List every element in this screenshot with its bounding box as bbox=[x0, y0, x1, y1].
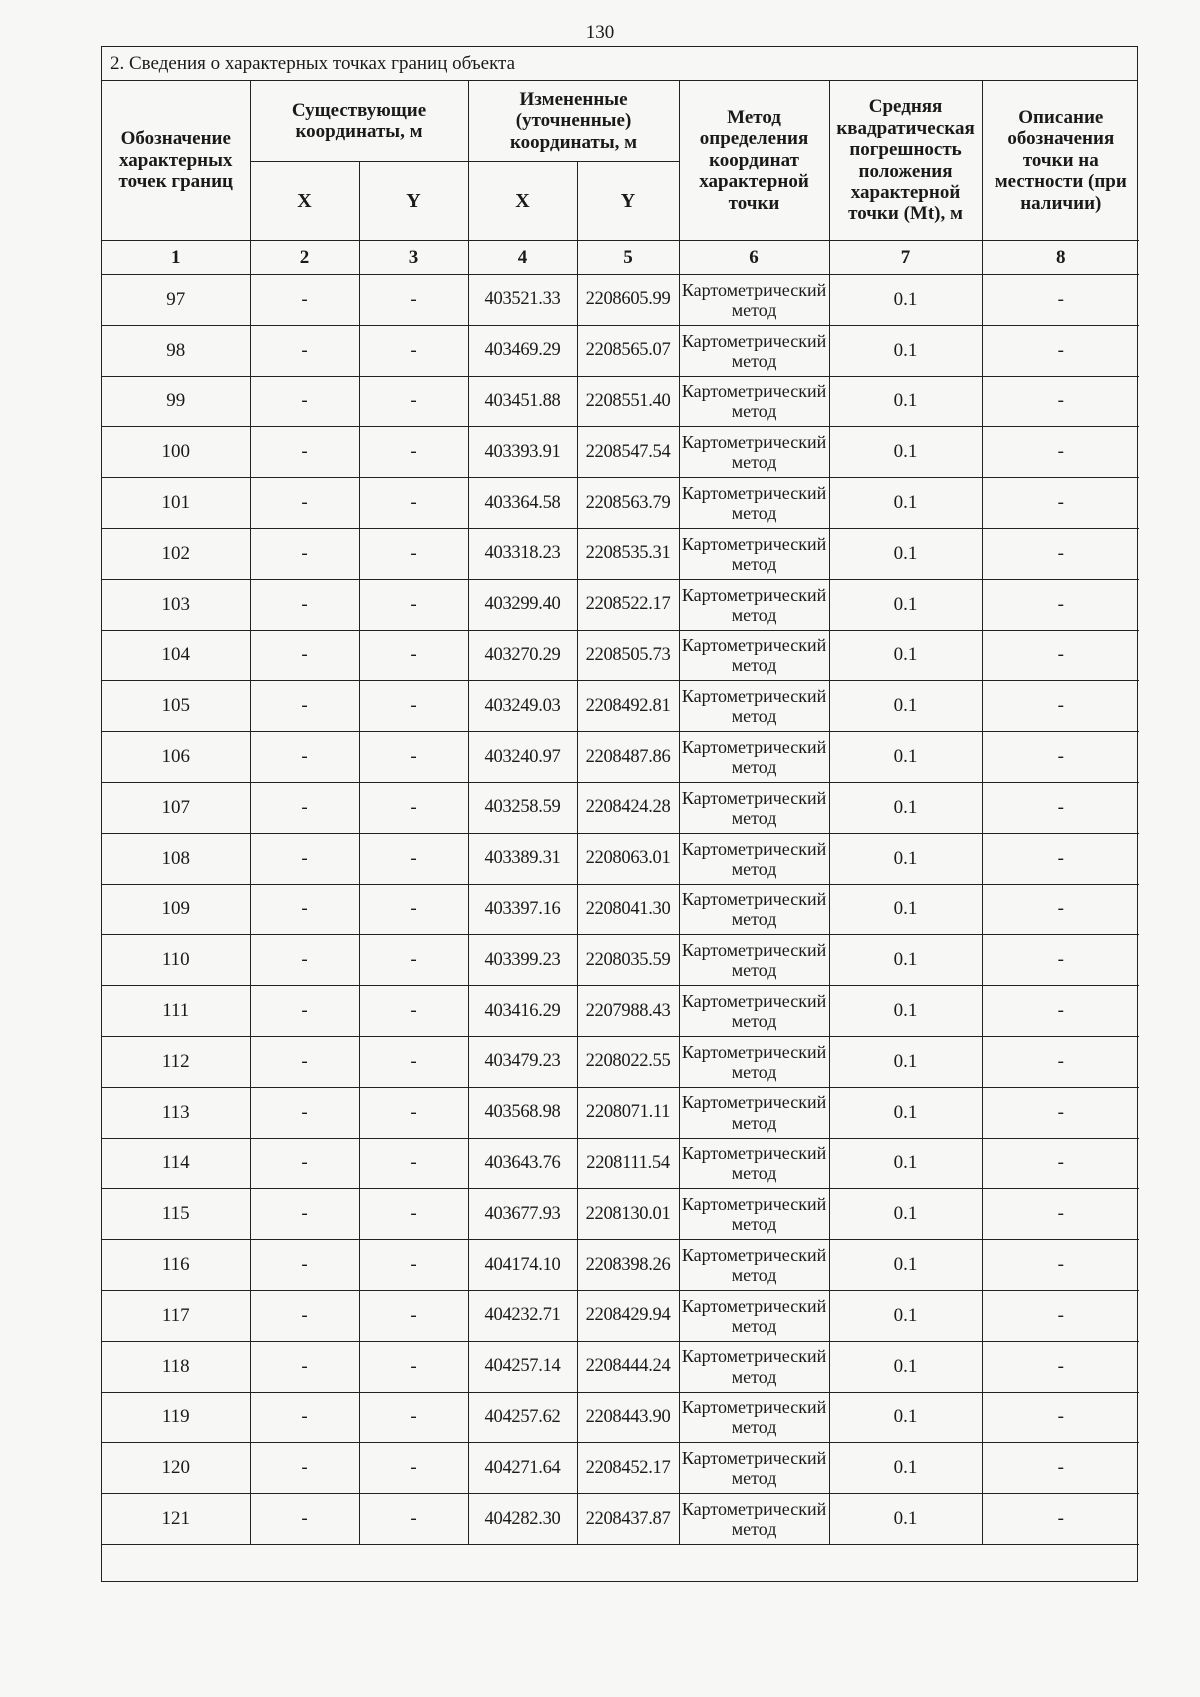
cell-point-number: 98 bbox=[102, 325, 250, 376]
cell-existing-x: - bbox=[250, 732, 359, 783]
cell-existing-y: - bbox=[359, 1189, 468, 1240]
cell-error: 0.1 bbox=[829, 681, 982, 732]
cell-changed-y: 2208492.81 bbox=[577, 681, 679, 732]
cell-error: 0.1 bbox=[829, 986, 982, 1037]
cell-changed-y: 2208547.54 bbox=[577, 427, 679, 478]
cell-error: 0.1 bbox=[829, 833, 982, 884]
column-number: 8 bbox=[982, 241, 1139, 275]
cell-description: - bbox=[982, 275, 1139, 326]
page-number: 130 bbox=[585, 22, 615, 43]
cell-point-number: 107 bbox=[102, 782, 250, 833]
cell-point-number: 101 bbox=[102, 478, 250, 529]
cell-error: 0.1 bbox=[829, 275, 982, 326]
cell-existing-x: - bbox=[250, 1494, 359, 1545]
cell-description: - bbox=[982, 630, 1139, 681]
cell-existing-x: - bbox=[250, 1087, 359, 1138]
cell-changed-x: 403568.98 bbox=[468, 1087, 577, 1138]
cell-changed-y: 2208443.90 bbox=[577, 1392, 679, 1443]
table-header bbox=[102, 81, 1139, 275]
cell-description: - bbox=[982, 1087, 1139, 1138]
cell-existing-y: - bbox=[359, 986, 468, 1037]
cell-existing-y: - bbox=[359, 325, 468, 376]
cell-changed-x: 403521.33 bbox=[468, 275, 577, 326]
cell-error: 0.1 bbox=[829, 1443, 982, 1494]
table-row bbox=[102, 376, 1139, 427]
cell-existing-y: - bbox=[359, 1240, 468, 1291]
cell-method: Картометрический метод bbox=[679, 884, 829, 935]
table-row bbox=[102, 935, 1139, 986]
cell-changed-x: 404174.10 bbox=[468, 1240, 577, 1291]
cell-changed-x: 403416.29 bbox=[468, 986, 577, 1037]
cell-changed-x: 404257.14 bbox=[468, 1341, 577, 1392]
cell-changed-x: 403240.97 bbox=[468, 732, 577, 783]
cell-changed-y: 2208565.07 bbox=[577, 325, 679, 376]
cell-method: Картометрический метод bbox=[679, 1087, 829, 1138]
table-row bbox=[102, 833, 1139, 884]
cell-description: - bbox=[982, 681, 1139, 732]
cell-method: Картометрический метод bbox=[679, 681, 829, 732]
cell-existing-x: - bbox=[250, 782, 359, 833]
cell-point-number: 117 bbox=[102, 1290, 250, 1341]
cell-changed-x: 403399.23 bbox=[468, 935, 577, 986]
header-existing-coordinates: Существующие координаты, м bbox=[250, 81, 468, 162]
cell-changed-x: 403397.16 bbox=[468, 884, 577, 935]
header-changed-x: X bbox=[468, 162, 577, 241]
cell-point-number: 103 bbox=[102, 579, 250, 630]
cell-existing-x: - bbox=[250, 935, 359, 986]
cell-error: 0.1 bbox=[829, 1341, 982, 1392]
cell-method: Картометрический метод bbox=[679, 1240, 829, 1291]
column-number: 6 bbox=[679, 241, 829, 275]
cell-method: Картометрический метод bbox=[679, 833, 829, 884]
cell-error: 0.1 bbox=[829, 1036, 982, 1087]
cell-error: 0.1 bbox=[829, 376, 982, 427]
cell-description: - bbox=[982, 935, 1139, 986]
cell-existing-x: - bbox=[250, 275, 359, 326]
boundary-points-table bbox=[102, 81, 1139, 1581]
cell-error: 0.1 bbox=[829, 1494, 982, 1545]
cell-changed-x: 404257.62 bbox=[468, 1392, 577, 1443]
empty-footer-row bbox=[102, 1544, 1139, 1581]
table-row bbox=[102, 1392, 1139, 1443]
cell-changed-x: 403258.59 bbox=[468, 782, 577, 833]
cell-existing-y: - bbox=[359, 935, 468, 986]
cell-existing-x: - bbox=[250, 681, 359, 732]
cell-point-number: 100 bbox=[102, 427, 250, 478]
cell-existing-y: - bbox=[359, 1036, 468, 1087]
cell-existing-x: - bbox=[250, 1189, 359, 1240]
cell-existing-y: - bbox=[359, 782, 468, 833]
cell-point-number: 106 bbox=[102, 732, 250, 783]
cell-point-number: 115 bbox=[102, 1189, 250, 1240]
cell-existing-y: - bbox=[359, 376, 468, 427]
cell-changed-x: 404282.30 bbox=[468, 1494, 577, 1545]
cell-method: Картометрический метод bbox=[679, 935, 829, 986]
cell-existing-y: - bbox=[359, 884, 468, 935]
cell-description: - bbox=[982, 427, 1139, 478]
cell-existing-x: - bbox=[250, 1290, 359, 1341]
table-row bbox=[102, 986, 1139, 1037]
column-number: 7 bbox=[829, 241, 982, 275]
cell-changed-x: 403393.91 bbox=[468, 427, 577, 478]
cell-description: - bbox=[982, 579, 1139, 630]
cell-existing-x: - bbox=[250, 1240, 359, 1291]
cell-existing-y: - bbox=[359, 1290, 468, 1341]
cell-changed-x: 403451.88 bbox=[468, 376, 577, 427]
cell-error: 0.1 bbox=[829, 782, 982, 833]
cell-point-number: 105 bbox=[102, 681, 250, 732]
section-title: 2. Сведения о характерных точках границ объекта bbox=[102, 47, 1137, 81]
cell-existing-x: - bbox=[250, 1392, 359, 1443]
cell-point-number: 109 bbox=[102, 884, 250, 935]
cell-changed-y: 2208041.30 bbox=[577, 884, 679, 935]
cell-error: 0.1 bbox=[829, 478, 982, 529]
cell-method: Картометрический метод bbox=[679, 275, 829, 326]
cell-changed-y: 2208452.17 bbox=[577, 1443, 679, 1494]
cell-description: - bbox=[982, 782, 1139, 833]
cell-method: Картометрический метод bbox=[679, 528, 829, 579]
cell-description: - bbox=[982, 884, 1139, 935]
cell-description: - bbox=[982, 732, 1139, 783]
cell-point-number: 99 bbox=[102, 376, 250, 427]
cell-existing-x: - bbox=[250, 1036, 359, 1087]
table-row bbox=[102, 681, 1139, 732]
cell-existing-y: - bbox=[359, 732, 468, 783]
cell-description: - bbox=[982, 325, 1139, 376]
cell-changed-x: 403479.23 bbox=[468, 1036, 577, 1087]
table-row bbox=[102, 427, 1139, 478]
cell-method: Картометрический метод bbox=[679, 782, 829, 833]
table-row bbox=[102, 275, 1139, 326]
cell-existing-y: - bbox=[359, 1341, 468, 1392]
cell-existing-y: - bbox=[359, 1494, 468, 1545]
cell-changed-x: 403364.58 bbox=[468, 478, 577, 529]
cell-changed-y: 2208444.24 bbox=[577, 1341, 679, 1392]
cell-changed-y: 2208551.40 bbox=[577, 376, 679, 427]
empty-cell bbox=[102, 1544, 1139, 1581]
cell-error: 0.1 bbox=[829, 1240, 982, 1291]
cell-existing-x: - bbox=[250, 833, 359, 884]
cell-existing-y: - bbox=[359, 681, 468, 732]
cell-changed-x: 404271.64 bbox=[468, 1443, 577, 1494]
table-row bbox=[102, 325, 1139, 376]
cell-changed-y: 2208063.01 bbox=[577, 833, 679, 884]
cell-changed-x: 403299.40 bbox=[468, 579, 577, 630]
cell-error: 0.1 bbox=[829, 579, 982, 630]
cell-description: - bbox=[982, 478, 1139, 529]
column-number: 5 bbox=[577, 241, 679, 275]
header-description: Описание обозначения точки на местности (при наличии) bbox=[982, 81, 1139, 241]
table-row bbox=[102, 782, 1139, 833]
cell-method: Картометрический метод bbox=[679, 1341, 829, 1392]
cell-point-number: 97 bbox=[102, 275, 250, 326]
cell-changed-x: 403318.23 bbox=[468, 528, 577, 579]
cell-existing-y: - bbox=[359, 579, 468, 630]
cell-existing-y: - bbox=[359, 427, 468, 478]
cell-method: Картометрический метод bbox=[679, 376, 829, 427]
cell-method: Картометрический метод bbox=[679, 986, 829, 1037]
cell-existing-x: - bbox=[250, 376, 359, 427]
cell-changed-y: 2207988.43 bbox=[577, 986, 679, 1037]
cell-error: 0.1 bbox=[829, 427, 982, 478]
cell-changed-y: 2208563.79 bbox=[577, 478, 679, 529]
cell-description: - bbox=[982, 376, 1139, 427]
cell-error: 0.1 bbox=[829, 1138, 982, 1189]
cell-error: 0.1 bbox=[829, 630, 982, 681]
header-point-designation: Обозначение характерных точек границ bbox=[102, 81, 250, 241]
table-row bbox=[102, 1341, 1139, 1392]
cell-existing-x: - bbox=[250, 478, 359, 529]
cell-description: - bbox=[982, 1443, 1139, 1494]
table-row bbox=[102, 1494, 1139, 1545]
header-error: Средняя квадратическая погрешность положения характерной точки (Mt), м bbox=[829, 81, 982, 241]
cell-error: 0.1 bbox=[829, 1290, 982, 1341]
cell-method: Картометрический метод bbox=[679, 427, 829, 478]
cell-point-number: 119 bbox=[102, 1392, 250, 1443]
cell-changed-y: 2208111.54 bbox=[577, 1138, 679, 1189]
cell-error: 0.1 bbox=[829, 884, 982, 935]
cell-existing-x: - bbox=[250, 579, 359, 630]
table-row bbox=[102, 579, 1139, 630]
cell-changed-y: 2208487.86 bbox=[577, 732, 679, 783]
coordinates-sheet bbox=[101, 46, 1138, 1582]
cell-description: - bbox=[982, 1494, 1139, 1545]
cell-point-number: 118 bbox=[102, 1341, 250, 1392]
table-row bbox=[102, 1443, 1139, 1494]
cell-error: 0.1 bbox=[829, 1087, 982, 1138]
header-changed-y: Y bbox=[577, 162, 679, 241]
cell-method: Картометрический метод bbox=[679, 1443, 829, 1494]
cell-error: 0.1 bbox=[829, 1189, 982, 1240]
cell-existing-x: - bbox=[250, 1341, 359, 1392]
cell-method: Картометрический метод bbox=[679, 1290, 829, 1341]
table-row bbox=[102, 630, 1139, 681]
cell-changed-y: 2208022.55 bbox=[577, 1036, 679, 1087]
column-number: 1 bbox=[102, 241, 250, 275]
cell-error: 0.1 bbox=[829, 1392, 982, 1443]
cell-existing-x: - bbox=[250, 986, 359, 1037]
cell-existing-x: - bbox=[250, 325, 359, 376]
cell-existing-y: - bbox=[359, 1443, 468, 1494]
cell-changed-x: 404232.71 bbox=[468, 1290, 577, 1341]
cell-point-number: 102 bbox=[102, 528, 250, 579]
cell-error: 0.1 bbox=[829, 528, 982, 579]
cell-description: - bbox=[982, 1036, 1139, 1087]
cell-point-number: 120 bbox=[102, 1443, 250, 1494]
cell-error: 0.1 bbox=[829, 325, 982, 376]
cell-existing-x: - bbox=[250, 884, 359, 935]
cell-changed-y: 2208522.17 bbox=[577, 579, 679, 630]
table-row bbox=[102, 1138, 1139, 1189]
table-row bbox=[102, 1290, 1139, 1341]
cell-changed-y: 2208505.73 bbox=[577, 630, 679, 681]
cell-method: Картометрический метод bbox=[679, 630, 829, 681]
cell-method: Картометрический метод bbox=[679, 1494, 829, 1545]
column-number: 4 bbox=[468, 241, 577, 275]
cell-point-number: 111 bbox=[102, 986, 250, 1037]
cell-description: - bbox=[982, 528, 1139, 579]
cell-point-number: 108 bbox=[102, 833, 250, 884]
cell-description: - bbox=[982, 833, 1139, 884]
cell-method: Картометрический метод bbox=[679, 325, 829, 376]
cell-changed-y: 2208424.28 bbox=[577, 782, 679, 833]
cell-existing-y: - bbox=[359, 478, 468, 529]
cell-changed-x: 403389.31 bbox=[468, 833, 577, 884]
header-existing-y: Y bbox=[359, 162, 468, 241]
cell-changed-y: 2208605.99 bbox=[577, 275, 679, 326]
cell-method: Картометрический метод bbox=[679, 579, 829, 630]
cell-method: Картометрический метод bbox=[679, 1036, 829, 1087]
table-row bbox=[102, 1240, 1139, 1291]
cell-existing-x: - bbox=[250, 1443, 359, 1494]
cell-changed-y: 2208437.87 bbox=[577, 1494, 679, 1545]
cell-description: - bbox=[982, 1392, 1139, 1443]
cell-description: - bbox=[982, 1341, 1139, 1392]
table-row bbox=[102, 884, 1139, 935]
cell-description: - bbox=[982, 1189, 1139, 1240]
cell-existing-y: - bbox=[359, 528, 468, 579]
cell-description: - bbox=[982, 1290, 1139, 1341]
cell-changed-y: 2208429.94 bbox=[577, 1290, 679, 1341]
cell-existing-y: - bbox=[359, 275, 468, 326]
cell-changed-y: 2208035.59 bbox=[577, 935, 679, 986]
cell-existing-x: - bbox=[250, 1138, 359, 1189]
cell-changed-y: 2208398.26 bbox=[577, 1240, 679, 1291]
cell-point-number: 116 bbox=[102, 1240, 250, 1291]
cell-changed-x: 403643.76 bbox=[468, 1138, 577, 1189]
cell-method: Картометрический метод bbox=[679, 1189, 829, 1240]
cell-error: 0.1 bbox=[829, 732, 982, 783]
column-numbers-row bbox=[102, 241, 1139, 275]
cell-existing-x: - bbox=[250, 427, 359, 478]
table-row bbox=[102, 1036, 1139, 1087]
cell-existing-y: - bbox=[359, 630, 468, 681]
cell-existing-x: - bbox=[250, 528, 359, 579]
cell-existing-y: - bbox=[359, 1087, 468, 1138]
table-row bbox=[102, 1189, 1139, 1240]
cell-description: - bbox=[982, 1138, 1139, 1189]
cell-description: - bbox=[982, 986, 1139, 1037]
cell-changed-x: 403249.03 bbox=[468, 681, 577, 732]
cell-method: Картометрический метод bbox=[679, 1392, 829, 1443]
cell-changed-y: 2208071.11 bbox=[577, 1087, 679, 1138]
table-row bbox=[102, 1087, 1139, 1138]
column-number: 2 bbox=[250, 241, 359, 275]
cell-point-number: 110 bbox=[102, 935, 250, 986]
header-method: Метод определения координат характерной точки bbox=[679, 81, 829, 241]
cell-existing-y: - bbox=[359, 1392, 468, 1443]
cell-changed-x: 403677.93 bbox=[468, 1189, 577, 1240]
cell-point-number: 114 bbox=[102, 1138, 250, 1189]
cell-existing-y: - bbox=[359, 833, 468, 884]
table-row bbox=[102, 528, 1139, 579]
table-row bbox=[102, 732, 1139, 783]
cell-point-number: 121 bbox=[102, 1494, 250, 1545]
cell-point-number: 112 bbox=[102, 1036, 250, 1087]
header-existing-x: X bbox=[250, 162, 359, 241]
cell-method: Картометрический метод bbox=[679, 478, 829, 529]
cell-description: - bbox=[982, 1240, 1139, 1291]
cell-changed-y: 2208130.01 bbox=[577, 1189, 679, 1240]
table-body bbox=[102, 275, 1139, 1545]
cell-existing-x: - bbox=[250, 630, 359, 681]
cell-method: Картометрический метод bbox=[679, 732, 829, 783]
table-row bbox=[102, 478, 1139, 529]
cell-error: 0.1 bbox=[829, 935, 982, 986]
cell-changed-x: 403270.29 bbox=[468, 630, 577, 681]
cell-point-number: 113 bbox=[102, 1087, 250, 1138]
cell-point-number: 104 bbox=[102, 630, 250, 681]
cell-changed-y: 2208535.31 bbox=[577, 528, 679, 579]
header-changed-coordinates: Измененные (уточненные) координаты, м bbox=[468, 81, 679, 162]
column-number: 3 bbox=[359, 241, 468, 275]
cell-method: Картометрический метод bbox=[679, 1138, 829, 1189]
cell-existing-y: - bbox=[359, 1138, 468, 1189]
cell-changed-x: 403469.29 bbox=[468, 325, 577, 376]
